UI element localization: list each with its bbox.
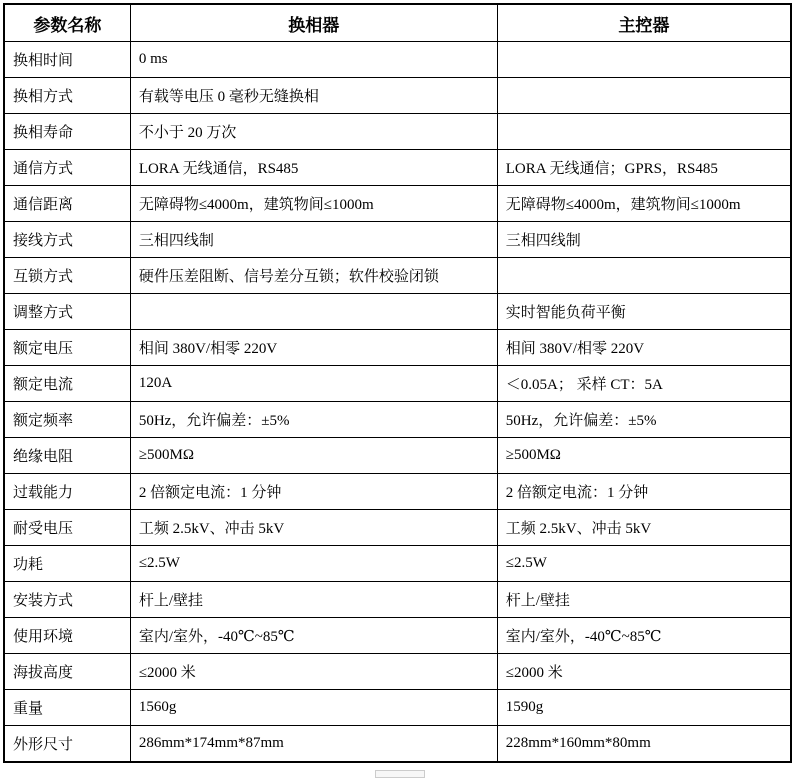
main-controller-cell: 工频 2.5kV、冲击 5kV (497, 510, 791, 546)
table-row (4, 474, 791, 510)
param-name-cell: 绝缘电阻 (4, 438, 130, 474)
main-controller-cell: ≥500MΩ (497, 438, 791, 474)
phase-changer-cell (130, 294, 497, 330)
param-name-cell: 通信距离 (4, 186, 130, 222)
main-controller-cell: ≤2000 米 (497, 654, 791, 690)
main-controller-cell: 相间 380V/相零 220V (497, 330, 791, 366)
phase-changer-cell: ≥500MΩ (130, 438, 497, 474)
phase-changer-cell: 相间 380V/相零 220V (130, 330, 497, 366)
phase-changer-cell: 不小于 20 万次 (130, 114, 497, 150)
phase-changer-cell: 室内/室外，-40℃~85℃ (130, 618, 497, 654)
header-param-name: 参数名称 (4, 4, 130, 42)
param-name-cell: 额定频率 (4, 402, 130, 438)
main-controller-cell: 228mm*160mm*80mm (497, 726, 791, 763)
param-name-cell: 重量 (4, 690, 130, 726)
param-name-cell: 安装方式 (4, 582, 130, 618)
table-row (4, 42, 791, 78)
param-name-cell: 过载能力 (4, 474, 130, 510)
header-phase-changer: 换相器 (130, 4, 497, 42)
table-row (4, 294, 791, 330)
table-row (4, 150, 791, 186)
main-controller-cell (497, 258, 791, 294)
table-row (4, 222, 791, 258)
spec-table-body (4, 42, 791, 763)
phase-changer-cell: ≤2.5W (130, 546, 497, 582)
cutoff-caption-box (375, 770, 425, 778)
main-controller-cell: ＜0.05A； 采样 CT：5A (497, 366, 791, 402)
table-row (4, 114, 791, 150)
param-name-cell: 通信方式 (4, 150, 130, 186)
spec-table-header (4, 4, 791, 42)
table-row (4, 366, 791, 402)
param-name-cell: 换相方式 (4, 78, 130, 114)
table-row (4, 78, 791, 114)
param-name-cell: 外形尺寸 (4, 726, 130, 763)
table-row (4, 438, 791, 474)
table-row (4, 258, 791, 294)
phase-changer-cell: 有载等电压 0 毫秒无缝换相 (130, 78, 497, 114)
param-name-cell: 换相寿命 (4, 114, 130, 150)
table-row (4, 402, 791, 438)
table-row (4, 618, 791, 654)
param-name-cell: 调整方式 (4, 294, 130, 330)
phase-changer-cell: 无障碍物≤4000m，建筑物间≤1000m (130, 186, 497, 222)
phase-changer-cell: 286mm*174mm*87mm (130, 726, 497, 763)
phase-changer-cell: 120A (130, 366, 497, 402)
phase-changer-cell: 杆上/壁挂 (130, 582, 497, 618)
table-row (4, 690, 791, 726)
main-controller-cell (497, 114, 791, 150)
phase-changer-cell: 三相四线制 (130, 222, 497, 258)
main-controller-cell: 无障碍物≤4000m，建筑物间≤1000m (497, 186, 791, 222)
param-name-cell: 海拔高度 (4, 654, 130, 690)
phase-changer-cell: 2 倍额定电流：1 分钟 (130, 474, 497, 510)
param-name-cell: 接线方式 (4, 222, 130, 258)
main-controller-cell: LORA 无线通信；GPRS，RS485 (497, 150, 791, 186)
param-name-cell: 使用环境 (4, 618, 130, 654)
main-controller-cell: 50Hz，允许偏差：±5% (497, 402, 791, 438)
main-controller-cell: ≤2.5W (497, 546, 791, 582)
main-controller-cell: 实时智能负荷平衡 (497, 294, 791, 330)
header-row (4, 4, 791, 42)
main-controller-cell: 1590g (497, 690, 791, 726)
phase-changer-cell: LORA 无线通信，RS485 (130, 150, 497, 186)
main-controller-cell: 2 倍额定电流：1 分钟 (497, 474, 791, 510)
table-row (4, 510, 791, 546)
param-name-cell: 额定电压 (4, 330, 130, 366)
table-row (4, 582, 791, 618)
table-row (4, 726, 791, 763)
main-controller-cell: 三相四线制 (497, 222, 791, 258)
header-main-controller: 主控器 (497, 4, 791, 42)
param-name-cell: 额定电流 (4, 366, 130, 402)
phase-changer-cell: 0 ms (130, 42, 497, 78)
param-name-cell: 耐受电压 (4, 510, 130, 546)
main-controller-cell: 杆上/壁挂 (497, 582, 791, 618)
param-name-cell: 互锁方式 (4, 258, 130, 294)
table-row (4, 186, 791, 222)
main-controller-cell (497, 78, 791, 114)
main-controller-cell (497, 42, 791, 78)
table-row (4, 330, 791, 366)
spec-table (3, 3, 792, 763)
param-name-cell: 功耗 (4, 546, 130, 582)
phase-changer-cell: 50Hz，允许偏差：±5% (130, 402, 497, 438)
table-row (4, 546, 791, 582)
phase-changer-cell: 1560g (130, 690, 497, 726)
phase-changer-cell: 工频 2.5kV、冲击 5kV (130, 510, 497, 546)
phase-changer-cell: 硬件压差阻断、信号差分互锁；软件校验闭锁 (130, 258, 497, 294)
phase-changer-cell: ≤2000 米 (130, 654, 497, 690)
main-controller-cell: 室内/室外，-40℃~85℃ (497, 618, 791, 654)
param-name-cell: 换相时间 (4, 42, 130, 78)
table-row (4, 654, 791, 690)
